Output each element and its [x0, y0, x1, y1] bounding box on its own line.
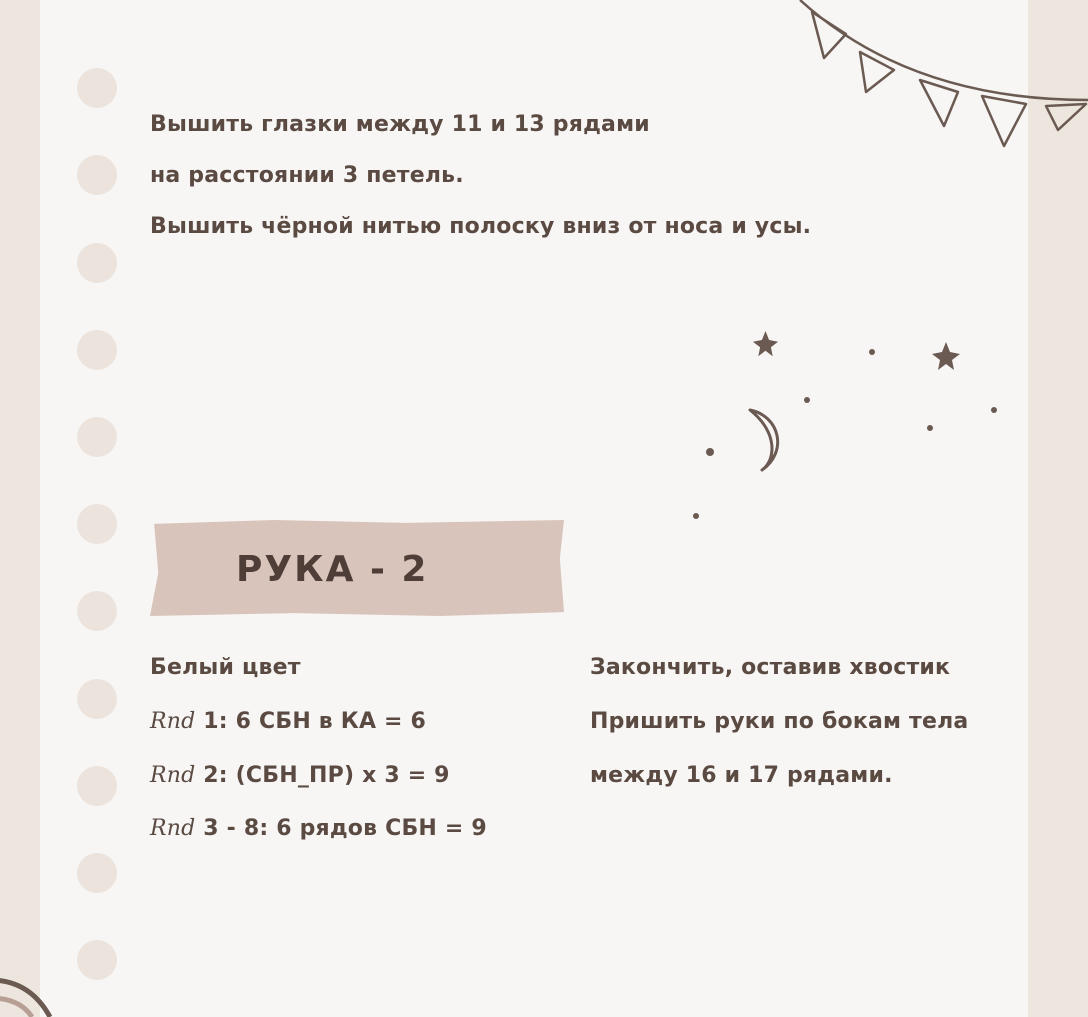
garland-icon — [790, 0, 1088, 170]
row-text: 2: (СБН_ПР) х 3 = 9 — [195, 763, 450, 788]
binder-hole — [77, 68, 117, 108]
binder-hole — [77, 766, 117, 806]
row-text: 1: 6 СБН в КА = 6 — [195, 709, 427, 734]
binder-hole — [77, 417, 117, 457]
binder-hole — [77, 679, 117, 719]
sew-instruction: Пришить руки по бокам тела — [590, 709, 969, 734]
rows-instruction: между 16 и 17 рядами. — [590, 763, 893, 788]
row-instruction — [150, 709, 426, 734]
row-instruction — [150, 816, 487, 841]
row-instruction — [150, 763, 450, 788]
binder-hole — [77, 243, 117, 283]
intro-line-3: Вышить чёрной нитью полоску вниз от носа и усы. — [150, 214, 812, 239]
row-text: 3 - 8: 6 рядов СБН = 9 — [195, 816, 487, 841]
rainbow-icon — [0, 940, 70, 1017]
rnd-prefix: Rnd — [150, 709, 196, 734]
binder-hole — [77, 940, 117, 980]
color-label: Белый цвет — [150, 655, 301, 680]
binder-hole — [77, 591, 117, 631]
section-title: РУКА - 2 — [236, 549, 429, 590]
binder-hole — [77, 330, 117, 370]
intro-line-2: на расстоянии 3 петель. — [150, 163, 464, 188]
binder-hole — [77, 155, 117, 195]
binder-hole — [77, 853, 117, 893]
rnd-prefix: Rnd — [150, 816, 196, 841]
finish-instruction: Закончить, оставив хвостик — [590, 655, 951, 680]
moon-icon — [680, 320, 1020, 540]
intro-line-1: Вышить глазки между 11 и 13 рядами — [150, 112, 650, 137]
rnd-prefix: Rnd — [150, 763, 196, 788]
binder-hole — [77, 504, 117, 544]
